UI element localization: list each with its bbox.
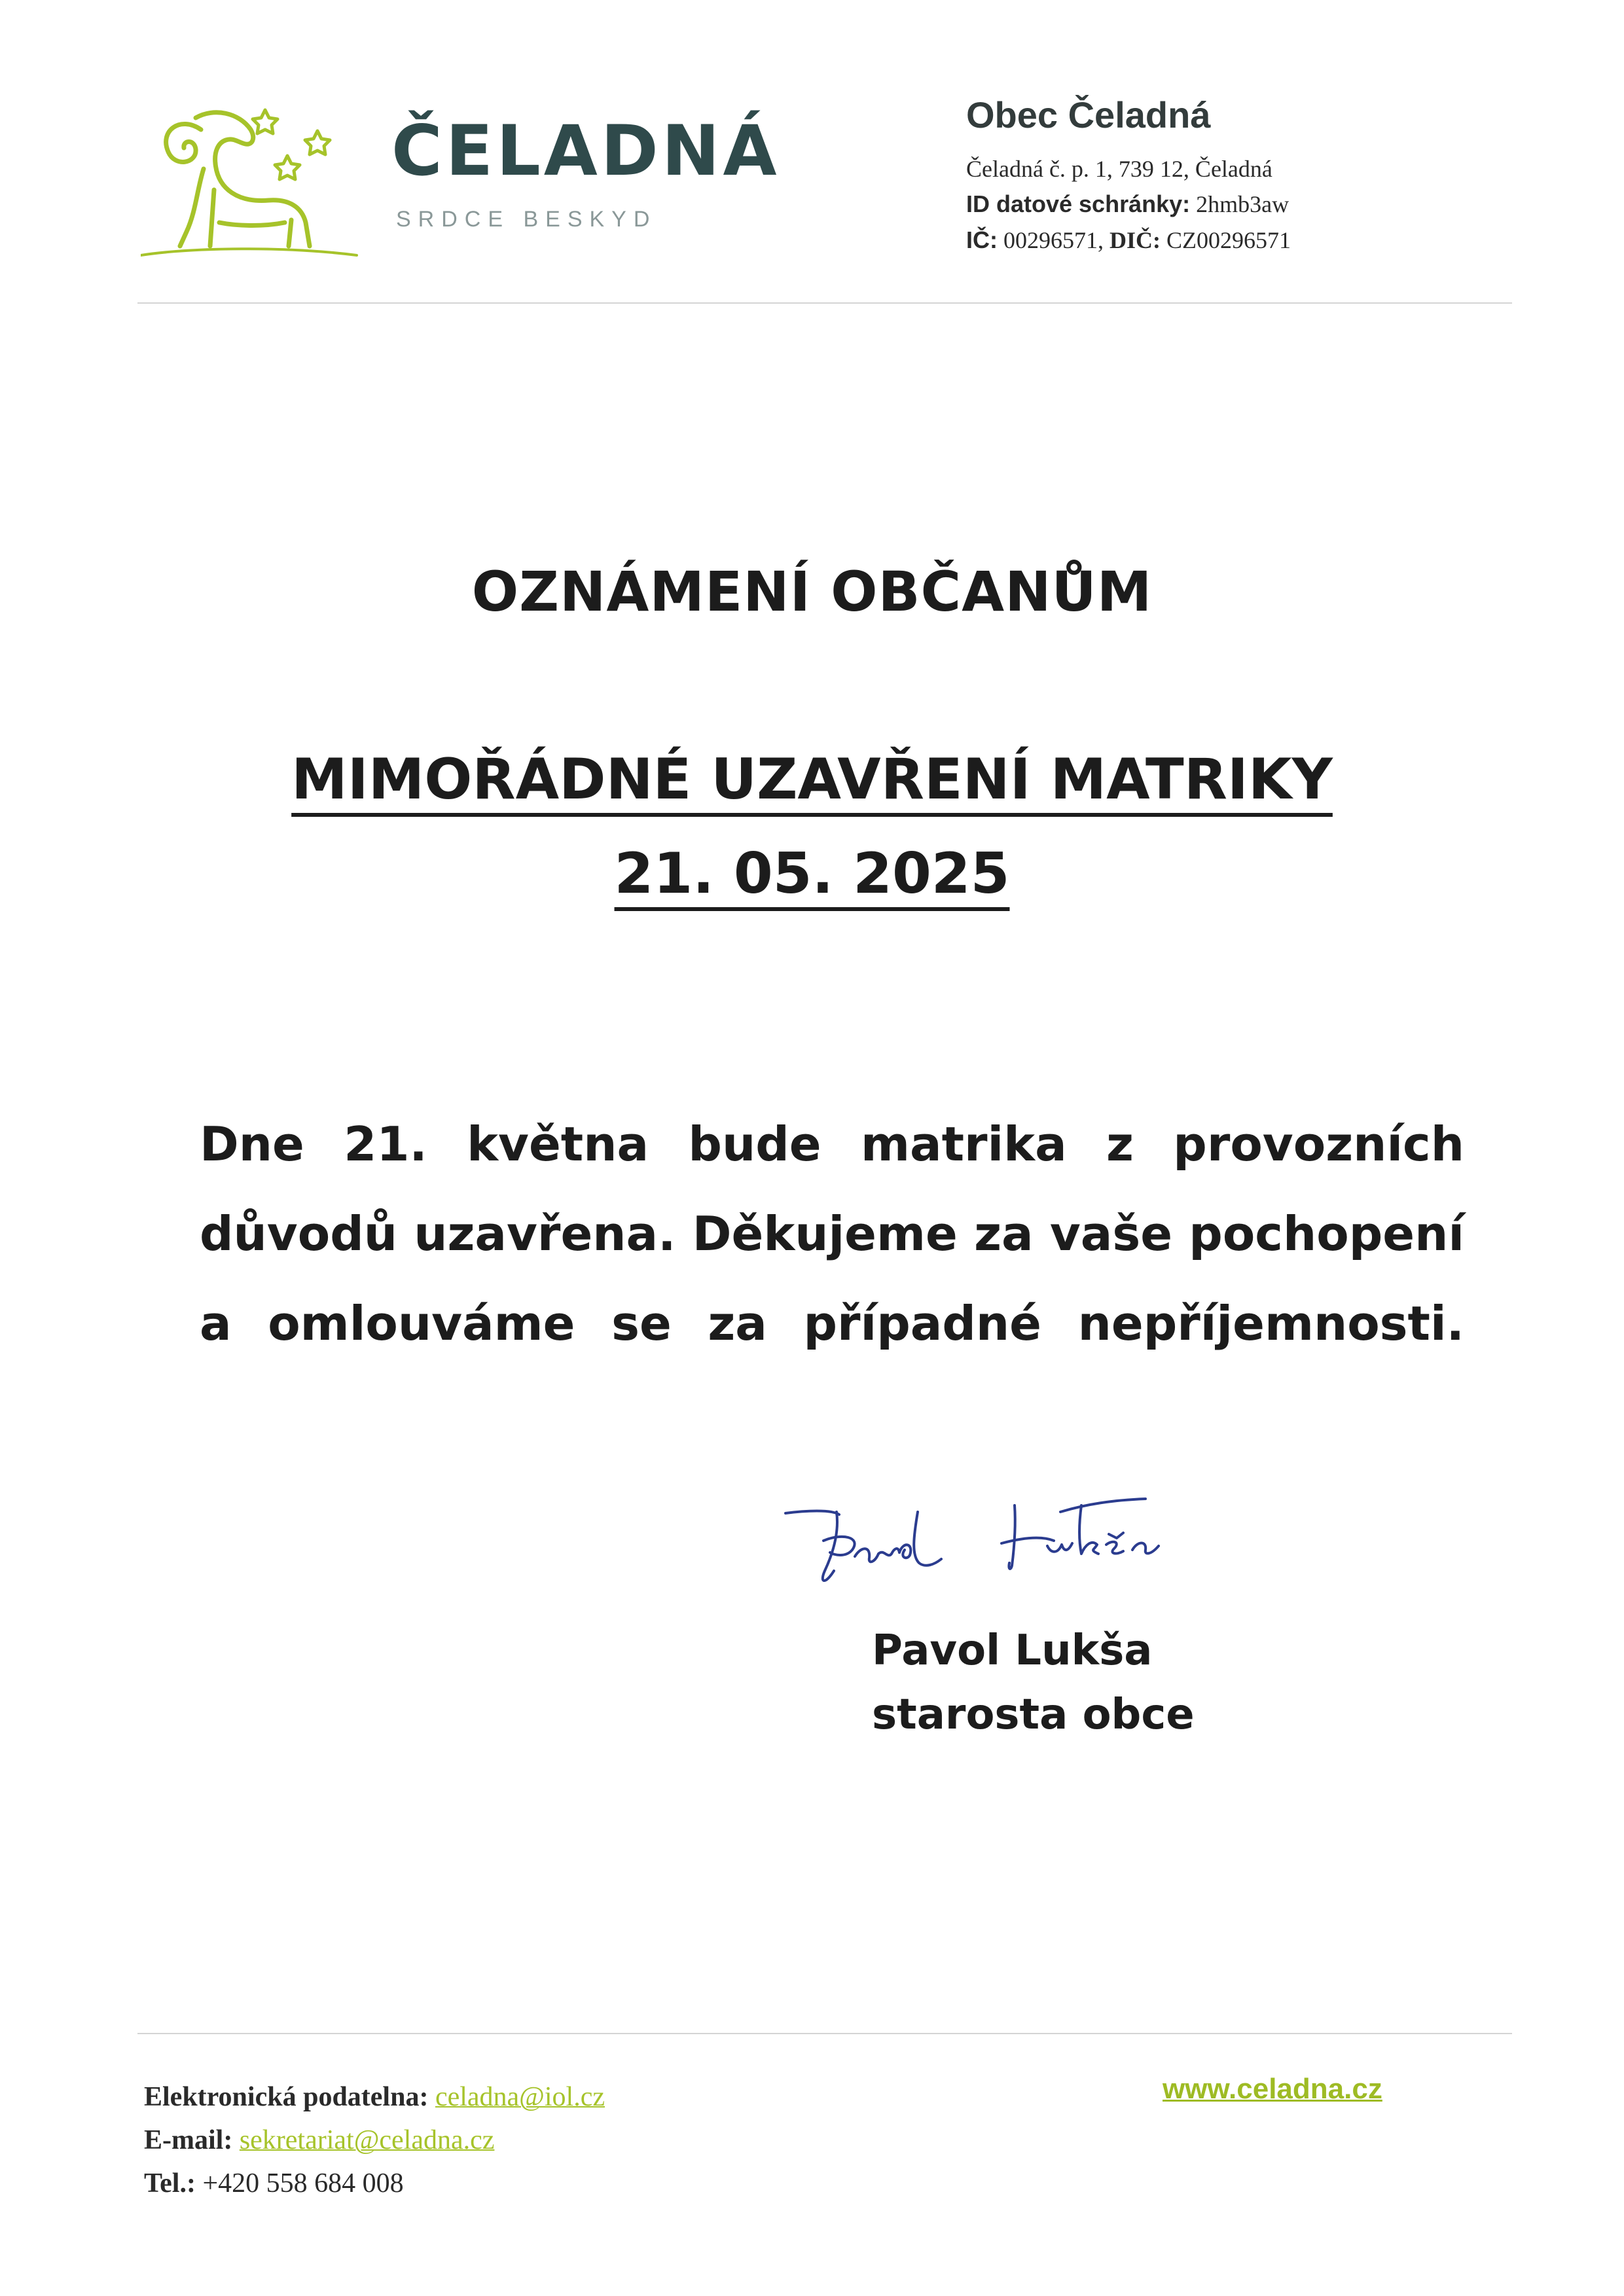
dic-label: DIČ: <box>1110 226 1161 253</box>
databox-line <box>966 187 1372 222</box>
footer-contacts <box>144 2076 605 2206</box>
podatelna-line <box>144 2076 605 2119</box>
ic-label: IČ: <box>966 226 998 253</box>
handwritten-signature <box>779 1473 1263 1610</box>
organization-info <box>966 94 1372 258</box>
email-label: E-mail: <box>144 2125 233 2155</box>
phone-line <box>144 2162 605 2206</box>
message-line: Dne 21. května bude matrika z provozních <box>200 1117 1464 1172</box>
celadna-ram-logo-icon <box>141 92 363 262</box>
organization-name: Obec Čeladná <box>966 94 1211 135</box>
logo-tagline: SRDCE BESKYD <box>396 207 657 232</box>
header-divider <box>137 302 1512 304</box>
sekretariat-email-link[interactable]: sekretariat@celadna.cz <box>239 2125 495 2155</box>
databox-value: 2hmb3aw <box>1196 191 1290 218</box>
notice-subtitle-text: MIMOŘÁDNÉ UZAVŘENÍ MATRIKY <box>291 747 1333 812</box>
footer-divider <box>137 2033 1512 2034</box>
notice-title: OZNÁMENÍ OBČANŮM <box>471 560 1153 624</box>
email-line <box>144 2119 605 2162</box>
ic-dic-line <box>966 223 1372 258</box>
message-line: a omlouváme se za případné nepříjemnosti. <box>200 1296 1464 1351</box>
databox-label: ID datové schránky: <box>966 190 1191 218</box>
notice-subtitle <box>0 747 1624 812</box>
signer-name: Pavol Lukša <box>872 1626 1153 1675</box>
notice-message <box>200 1100 1464 1369</box>
podatelna-label: Elektronická podatelna: <box>144 2082 429 2112</box>
ic-value: 00296571, <box>1003 226 1104 253</box>
dic-value: CZ00296571 <box>1166 226 1291 253</box>
website-link[interactable]: www.celadna.cz <box>1163 2073 1382 2105</box>
organization-address: Čeladná č. p. 1, 739 12, Čeladná <box>966 156 1272 182</box>
notice-date <box>0 841 1624 906</box>
message-line: důvodů uzavřena. Děkujeme za vaše pochopení <box>200 1206 1464 1261</box>
phone-label: Tel.: <box>144 2168 196 2198</box>
signer-role: starosta obce <box>872 1691 1195 1739</box>
podatelna-email-link[interactable]: celadna@iol.cz <box>435 2082 605 2112</box>
phone-value: +420 558 684 008 <box>202 2168 404 2198</box>
notice-date-text: 21. 05. 2025 <box>614 841 1010 906</box>
logo-wordmark: ČELADNÁ <box>391 111 780 191</box>
